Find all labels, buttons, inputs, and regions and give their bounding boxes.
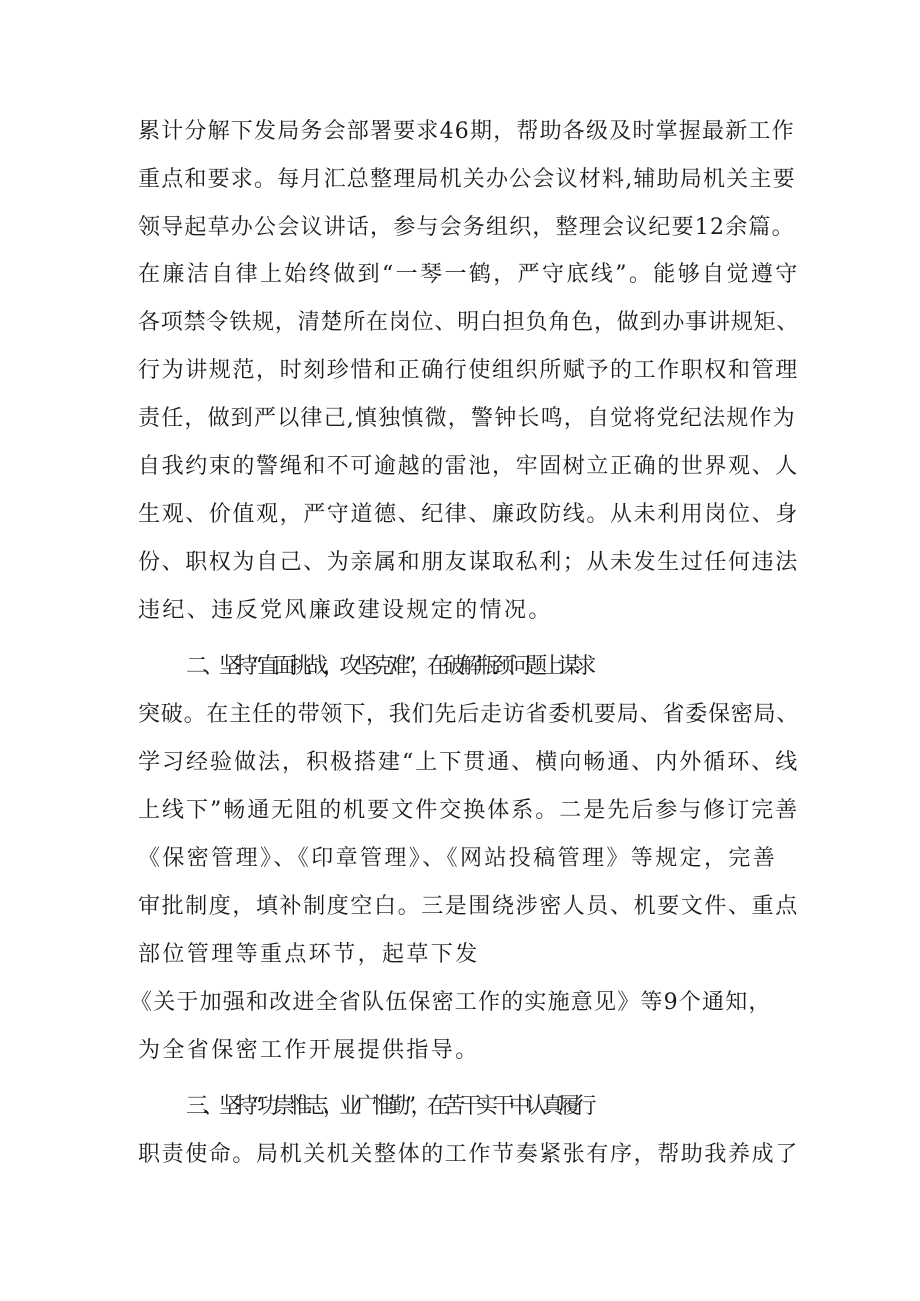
text-line: 学习经验做法，积极搭建“上下贯通、横向畅通、内外循环、线: [138, 750, 800, 775]
paragraph-heading-line: 二、坚持“直面挑战，攻坚克难”，在破解瓶颈问题上谋求: [186, 654, 591, 679]
text-line: 份、职权为自己、为亲属和朋友谋取私利；从未发生过任何违法: [138, 550, 799, 575]
text-line: 领导起草办公会议讲话，参与会务组织，整理会议纪要12余篇。: [138, 215, 795, 240]
text-line: 为全省保密工作开展提供指导。: [138, 1038, 480, 1063]
text-line: 突破。在主任的带领下，我们先后走访省委机要局、省委保密局、: [138, 702, 800, 727]
text-line: 责任，做到严以律己,慎独慎微，警钟长鸣，自觉将党纪法规作为: [138, 406, 796, 431]
text-line: 自我约束的警绳和不可逾越的雷池，牢固树立正确的世界观、人: [138, 454, 799, 479]
text-line: 各项禁令铁规，清楚所在岗位、明白担负角色，做到办事讲规矩、: [138, 310, 800, 335]
text-line: 《保密管理》、《印章管理》、《网站投稿管理》等规定，完善: [138, 846, 778, 871]
text-line: 行为讲规范，时刻珍惜和正确行使组织所赋予的工作职权和管理: [138, 358, 799, 383]
text-line: 上线下”畅通无阻的机要文件交换体系。二是先后参与修订完善: [138, 798, 800, 823]
text-line: 违纪、违反党风廉政建设规定的情况。: [138, 598, 553, 623]
paragraph-heading-line: 三、坚持“功崇惟志，业广惟勤”，在苦干实干中认真履行: [186, 1094, 591, 1119]
text-line: 累计分解下发局务会部署要求46期，帮助各级及时掌握最新工作: [138, 119, 795, 144]
text-line: 重点和要求。每月汇总整理局机关办公会议材料,辅助局机关主要: [138, 167, 796, 192]
text-line: 部位管理等重点环节，起草下发: [138, 942, 480, 967]
text-line: 《关于加强和改进全省队伍保密工作的实施意见》等9个通知，: [130, 990, 772, 1015]
text-line: 生观、价值观，严守道德、纪律、廉政防线。从未利用岗位、身: [138, 502, 799, 527]
text-line: 审批制度，填补制度空白。三是围绕涉密人员、机要文件、重点: [138, 894, 799, 919]
text-line: 职责使命。局机关机关整体的工作节奏紧张有序，帮助我养成了: [138, 1142, 799, 1167]
text-line: 在廉洁自律上始终做到“一琴一鹤，严守底线”。能够自觉遵守: [138, 262, 800, 287]
